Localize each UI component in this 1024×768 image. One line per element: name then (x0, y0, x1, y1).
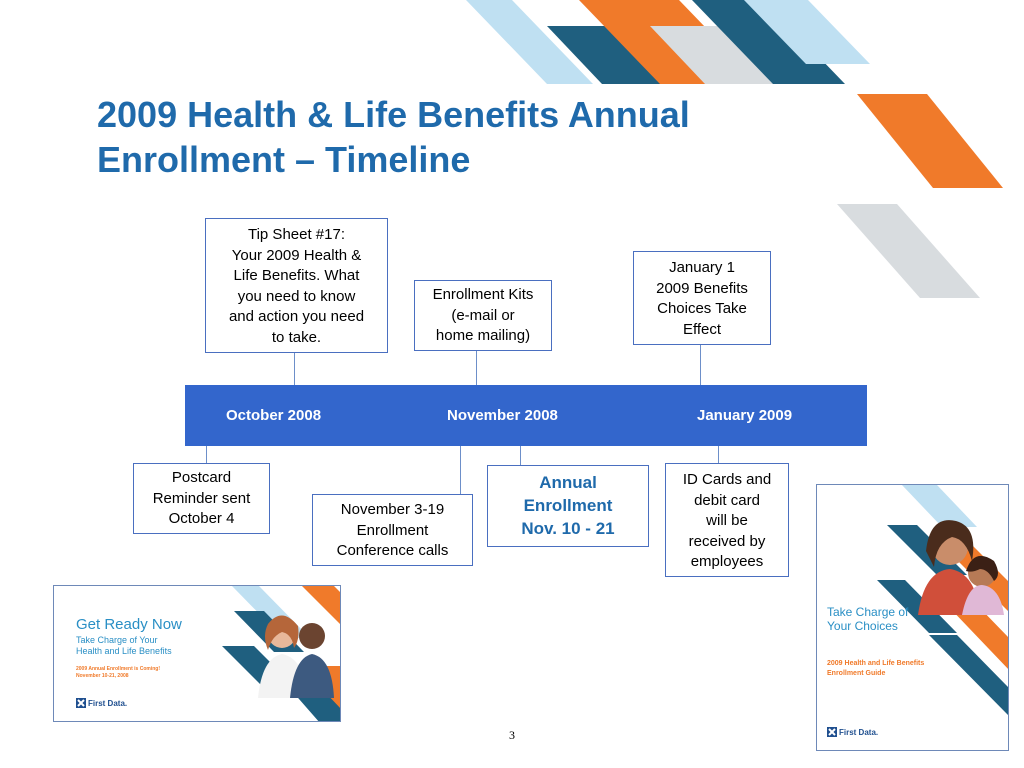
connector-january (700, 345, 701, 385)
people-photo-icon (254, 606, 334, 698)
conference-calls-line: Conference calls (336, 542, 449, 559)
enrollment-guide-thumbnail (816, 484, 1009, 751)
tip-sheet-line: and action you need (228, 308, 365, 325)
annual-enrollment-box (487, 465, 649, 547)
january-effect-line: January 1 (669, 259, 735, 276)
connector-conference-calls (460, 446, 461, 494)
january-effect-line: Choices Take (657, 300, 747, 317)
enrollment-kits-line: (e-mail or (451, 306, 515, 324)
postcard-note-1: 2009 Annual Enrollment is Coming! (76, 666, 160, 672)
postcard-box (133, 463, 270, 534)
annual-enrollment-line: Nov. 10 - 21 (521, 519, 615, 538)
id-cards-line: will be (706, 512, 748, 529)
postcard-brand: First Data. (88, 699, 128, 708)
postcard-note-2: November 10-21, 2008 (76, 673, 129, 679)
postcard-line: October 4 (168, 510, 235, 527)
connector-id-cards (718, 446, 719, 463)
first-data-logo-icon (827, 727, 837, 737)
postcard-line: Postcard (171, 469, 232, 486)
tip-sheet-line: you need to know (237, 287, 356, 305)
timeline-month-november: November 2008 (447, 407, 558, 424)
postcard-subtitle-1: Take Charge of Your (76, 635, 158, 645)
family-photo-icon (912, 515, 1009, 615)
slide-title (97, 92, 817, 182)
annual-enrollment-line: Annual (539, 473, 597, 492)
first-data-logo-icon (76, 698, 86, 708)
enrollment-kits-box (414, 280, 552, 351)
connector-annual-enrollment (520, 446, 521, 465)
postcard-thumbnail (53, 585, 341, 722)
page-number: 3 (509, 728, 515, 742)
connector-tip-sheet (294, 353, 295, 385)
january-effect-line: Effect (682, 320, 722, 338)
id-cards-box (665, 463, 789, 577)
id-cards-line: ID Cards and (682, 471, 772, 488)
guide-headline-2: Your Choices (827, 619, 898, 633)
postcard-subtitle-2: Health and Life Benefits (76, 646, 172, 656)
connector-postcard (206, 446, 207, 463)
guide-subtitle-1: 2009 Health and Life Benefits (827, 660, 925, 667)
timeline-month-october: October 2008 (226, 407, 322, 424)
tip-sheet-line: Tip Sheet #17: (247, 226, 345, 243)
guide-headline-1: Take Charge of (827, 605, 909, 619)
enrollment-kits-line: Enrollment Kits (432, 286, 534, 303)
tip-sheet-line: Your 2009 Health & (231, 246, 362, 264)
january-effect-line: 2009 Benefits (656, 279, 748, 297)
id-cards-line: debit card (694, 491, 760, 509)
january-effect-box (633, 251, 771, 345)
annual-enrollment-line: Enrollment (523, 496, 613, 515)
tip-sheet-line: Life Benefits. What (233, 267, 360, 284)
id-cards-line: employees (690, 553, 764, 570)
timeline-bar (185, 385, 867, 446)
conference-calls-line: Enrollment (356, 521, 429, 539)
tip-sheet-box (205, 218, 388, 353)
timeline-month-january: January 2009 (697, 407, 793, 424)
title-line-2: Enrollment – Timeline (97, 139, 471, 180)
connector-enrollment-kits (476, 351, 477, 385)
id-cards-line: received by (688, 532, 766, 550)
postcard-line: Reminder sent (152, 489, 251, 507)
conference-calls-box (312, 494, 473, 566)
guide-brand: First Data. (839, 728, 879, 737)
conference-calls-line: November 3-19 (340, 501, 445, 518)
enrollment-kits-line: home mailing) (435, 327, 531, 344)
guide-subtitle-2: Enrollment Guide (827, 670, 886, 677)
postcard-headline: Get Ready Now (76, 616, 182, 633)
title-line-1: 2009 Health & Life Benefits Annual (97, 94, 690, 135)
tip-sheet-line: to take. (271, 328, 322, 346)
